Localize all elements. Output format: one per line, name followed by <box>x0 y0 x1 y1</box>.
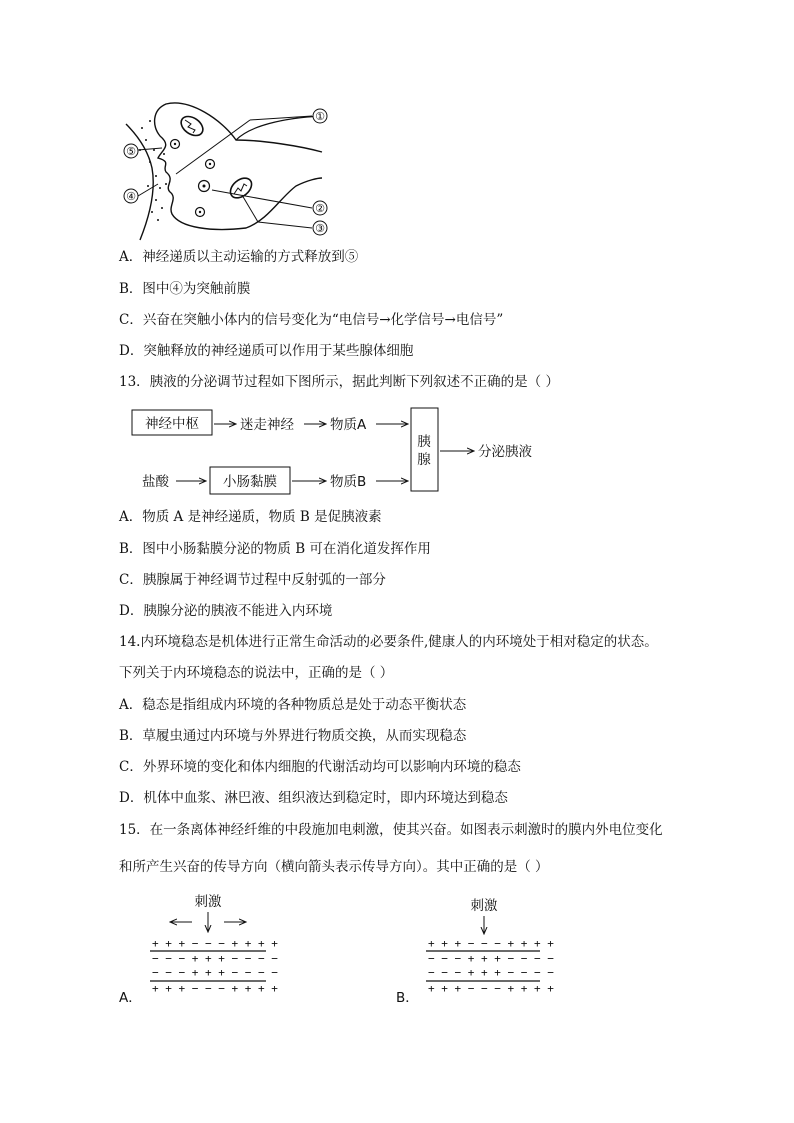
callout-2: ② <box>315 202 325 215</box>
q13-option-a: A．物质 A 是神经递质，物质 B 是促胰液素 <box>119 509 382 525</box>
figure-a-label: A． <box>119 990 142 1006</box>
q13-option-b: B．图中小肠黏膜分泌的物质 B 可在消化道发挥作用 <box>119 541 431 557</box>
figure-a-stimulus: 刺激 <box>194 894 222 910</box>
q14-option-b: B．草履虫通过内环境与外界进行物质交换，从而实现稳态 <box>119 728 467 744</box>
callout-5: ⑤ <box>126 145 136 158</box>
text-pancreas-2: 腺 <box>417 452 431 468</box>
text-acid: 盐酸 <box>142 474 169 490</box>
callout-1: ① <box>315 110 325 123</box>
text-intestine: 小肠黏膜 <box>223 474 277 490</box>
q14-option-c: C．外界环境的变化和体内细胞的代谢活动均可以影响内环境的稳态 <box>119 759 521 775</box>
figure-a <box>110 890 310 1010</box>
figure-b <box>388 890 588 1010</box>
q14-option-a: A．稳态是指组成内环境的各种物质总是处于动态平衡状态 <box>119 697 467 713</box>
mitochondrion-lower <box>227 174 256 202</box>
figure-b-stimulus: 刺激 <box>470 898 498 914</box>
q13-option-c: C．胰腺属于神经调节过程中反射弧的一部分 <box>119 572 386 588</box>
q13-option-d: D．胰腺分泌的胰液不能进入内环境 <box>119 603 333 619</box>
mitochondrion-upper <box>178 113 207 140</box>
figure-b-label: B． <box>396 990 419 1006</box>
text-nerve-center: 神经中枢 <box>145 416 199 432</box>
q13-stem: 13．胰液的分泌调节过程如下图所示，据此判断下列叙述不正确的是（ ） <box>119 374 559 390</box>
synapse-diagram <box>0 0 794 240</box>
q12-option-a: A．神经递质以主动运输的方式释放到⑤ <box>119 249 359 265</box>
q14-stem-1: 14.内环境稳态是机体进行正常生命活动的必要条件,健康人的内环境处于相对稳定的状态。 <box>119 634 658 650</box>
q12-option-b: B．图中④为突触前膜 <box>119 281 251 297</box>
figure-b-row-2: − − − + + + − − − − <box>428 952 554 965</box>
q12-option-d: D．突触释放的神经递质可以作用于某些腺体细胞 <box>119 343 414 359</box>
figure-a-row-1: + + + − − − + + + + <box>152 937 278 950</box>
figure-b-row-1: + + + − − − + + + + <box>428 937 554 950</box>
text-secrete: 分泌胰液 <box>478 444 532 460</box>
text-substance-a: 物质A <box>330 417 367 433</box>
postsynaptic-membrane <box>126 124 153 240</box>
callout-4: ④ <box>126 190 136 203</box>
figure-b-row-4: + + + − − − + + + + <box>428 982 554 995</box>
pancreas-flow-diagram <box>0 398 794 508</box>
figure-a-row-4: + + + − − − + + + + <box>152 982 278 995</box>
q14-option-d: D．机体中血浆、淋巴液、组织液达到稳定时，即内环境达到稳态 <box>119 790 508 806</box>
figure-b-row-3: − − − + + + − − − − <box>428 966 554 979</box>
q14-stem-2: 下列关于内环境稳态的说法中，正确的是（ ） <box>119 665 394 681</box>
q15-stem-1: 15．在一条离体神经纤维的中段施加电刺激，使其兴奋。如图表示刺激时的膜内外电位变化 <box>119 822 663 838</box>
text-vagus: 迷走神经 <box>240 417 294 433</box>
figure-a-row-3: − − − + + + − − − − <box>152 966 278 979</box>
text-substance-b: 物质B <box>330 474 367 490</box>
text-pancreas-1: 胰 <box>417 434 431 450</box>
presynaptic-terminal <box>155 103 322 229</box>
figure-a-row-2: − − − + + + − − − − <box>152 952 278 965</box>
q12-option-c: C．兴奋在突触小体内的信号变化为“电信号→化学信号→电信号” <box>119 312 504 328</box>
callout-3: ③ <box>315 222 325 235</box>
q15-stem-2: 和所产生兴奋的传导方向（横向箭头表示传导方向）。其中正确的是（ ） <box>119 859 549 875</box>
